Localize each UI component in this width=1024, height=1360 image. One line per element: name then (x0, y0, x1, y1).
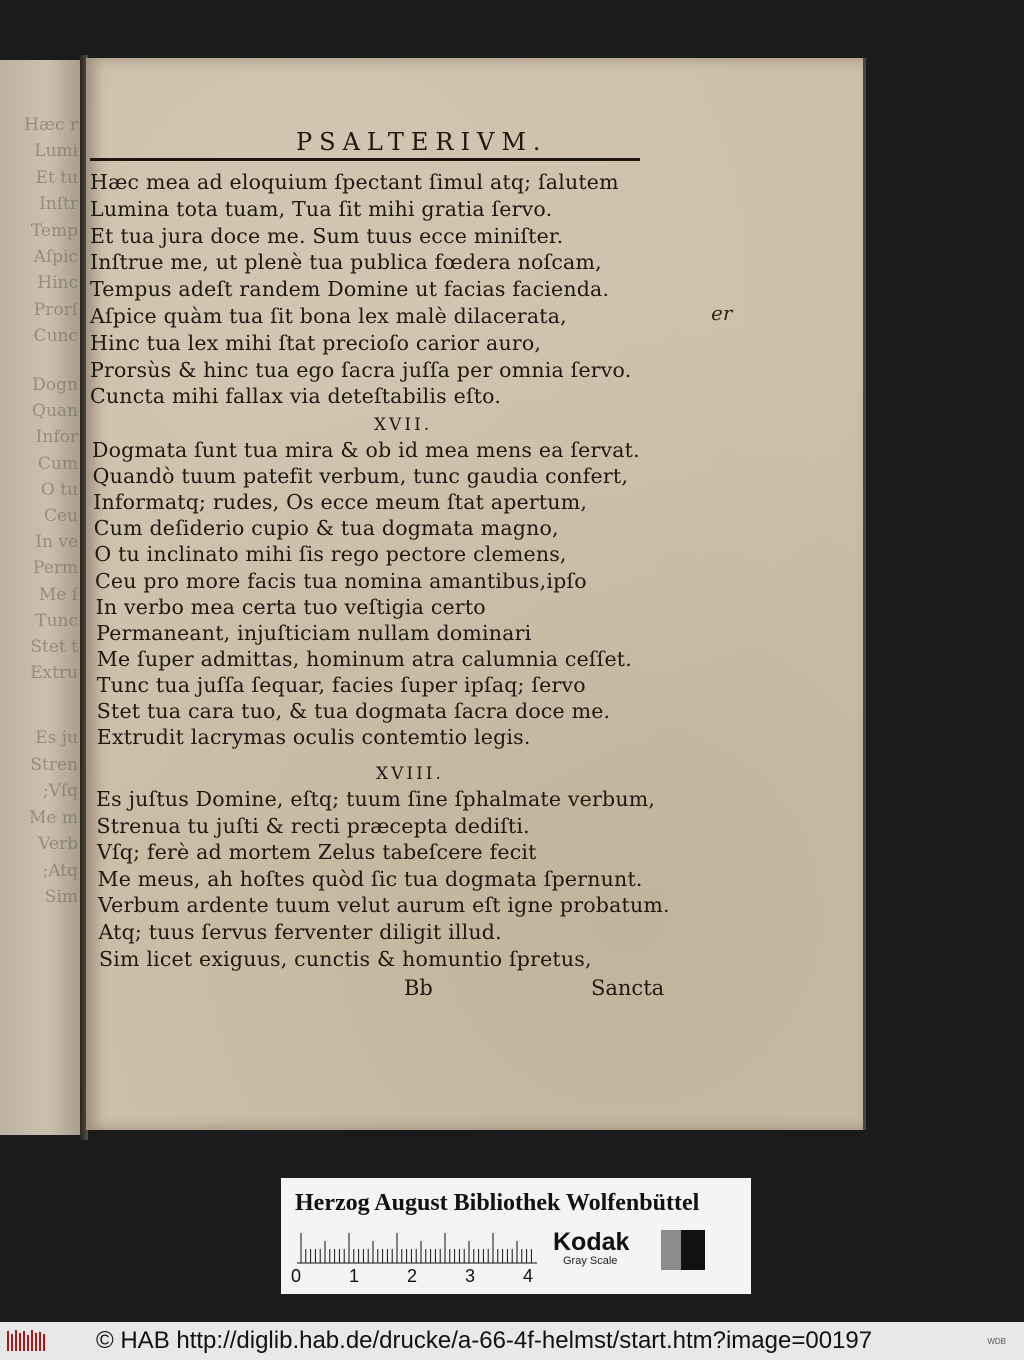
book-page (86, 58, 866, 1130)
ghost-text-line: Me m (29, 807, 78, 828)
ghost-text-line: Et tu (35, 167, 78, 188)
ruler-number: 1 (349, 1266, 360, 1286)
ghost-text-line: Inſtr (39, 194, 78, 215)
verse-line: Prorsùs & hinc tua ego ſacra juſſa per omnia ſervo. (90, 357, 632, 382)
section-number: XVIII. (376, 764, 444, 784)
ghost-text-line: Tunc (35, 610, 78, 631)
verse-line: Atq; tuus ſervus ferventer diligit illud. (98, 920, 502, 944)
ghost-text-line: Hæc r (24, 115, 78, 135)
verse-line: Strenua tu juſti & recti præcepta dediſti. (96, 813, 530, 838)
gray-scale-label: Gray Scale (563, 1255, 618, 1267)
ghost-text-line: Ceu (43, 506, 78, 526)
ghost-text-line: In ve (35, 532, 78, 553)
signature-mark: Bb (404, 976, 433, 1000)
gray-swatch (661, 1230, 681, 1270)
ghost-text-line: Atq; (42, 860, 78, 881)
ghost-text-line: O tu (40, 479, 78, 500)
verse-line: Inſtrue me, ut plenè tua publica fœdera noſcam, (90, 250, 602, 275)
left-page-edge (0, 60, 80, 1135)
verse-line: Permaneant, injuſticiam nullam dominari (96, 620, 532, 645)
ghost-text-line: Vſq; (42, 781, 78, 801)
ghost-text-line: Cunc (33, 326, 78, 347)
verse-line: In verbo mea certa tuo veſtigia certo (95, 594, 486, 619)
ghost-text-line: Me ſ (38, 584, 78, 605)
verse-line: Lumina tota tuam, Tua ſit mihi gratia ſervo. (90, 196, 553, 221)
verse-line: Extrudit lacrymas oculis contemtio legis. (96, 725, 531, 750)
ghost-text-line: Es ju (35, 728, 78, 748)
verse-line: Stet tua cara tuo, & tua dogmata ſacra doce me. (96, 699, 611, 723)
verse-line: Dogmata ſunt tua mira & ob id mea mens ea ſervat. (92, 438, 640, 462)
ghost-text-line: Perm (33, 558, 78, 579)
verse-line: Es juſtus Domine, eſtq; tuum ſine ſphalmate verbum, (96, 787, 656, 811)
verse-line: Cuncta mihi fallax via deteſtabilis eſto. (90, 384, 502, 409)
ghost-text-line: Infor (35, 427, 78, 448)
margin-note: er (711, 301, 733, 325)
ruler-number: 2 (407, 1266, 418, 1286)
ruler-scale (297, 1230, 537, 1264)
ghost-text-line: Quan (32, 401, 78, 422)
verse-line: Et tua jura doce me. Sum tuus ecce miniſter. (90, 223, 564, 248)
hab-logo-icon (6, 1328, 46, 1354)
verse-line: O tu inclinato mihi ſis rego pectore clemens, (94, 542, 567, 567)
ghost-text-line: Hinc (37, 273, 78, 294)
verse-line: Sim licet exiguus, cunctis & homuntio ſpretus, (99, 946, 592, 971)
verse-line: Aſpice quàm tua ſit bona lex malè dilacerata, (90, 304, 567, 328)
ghost-text-line: Prorſ (33, 299, 78, 320)
ghost-text-line: Dogn (32, 375, 78, 395)
ruler-number: 3 (465, 1266, 476, 1286)
ruler-number: 4 (523, 1266, 534, 1286)
ghost-text-line: Cum (37, 453, 78, 474)
ghost-text-line: Aſpic (33, 247, 78, 267)
verse-line: Vſq; ferè ad mortem Zelus tabeſcere fecit (97, 840, 537, 865)
verse-line: Tempus adeſt randem Domine ut facias facienda. (90, 277, 610, 302)
ghost-text-line: Temp (30, 220, 78, 241)
ghost-text-line: Verb (38, 834, 78, 854)
head-rule (90, 158, 640, 161)
verse-line: Hæc mea ad eloquium ſpectant ſimul atq; ſalutem (90, 170, 619, 194)
verse-line: Tunc tua juſſa ſequar, facies ſuper ipſaq; ſervo (96, 672, 586, 697)
verse-line: Me meus, ah hoſtes quòd ſic tua dogmata ſpernunt. (97, 866, 643, 891)
color-reference-card (281, 1178, 751, 1294)
verse-line: Quandò tuum patefit verbum, tunc gaudia confert, (92, 464, 629, 489)
ghost-text-line: Stet t (30, 637, 78, 657)
section-number: XVII. (374, 415, 433, 435)
verse-line: Ceu pro more facis tua nomina amantibus,ipſo (95, 568, 587, 593)
library-name: Herzog August Bibliothek Wolfenbüttel (295, 1190, 700, 1216)
ghost-text-line: Sim (44, 887, 78, 907)
verse-line: Verbum ardente tuum velut aurum eſt igne probatum. (98, 893, 670, 918)
ghost-text-line: Lumi (34, 141, 78, 162)
wdb-mark: WDB (987, 1337, 1006, 1346)
verse-line: Hinc tua lex mihi ſtat precioſo carior auro, (90, 330, 542, 355)
verse-line: Informatq; rudes, Os ecce meum ſtat apertum, (93, 490, 588, 515)
catchword: Sancta (591, 976, 665, 1000)
ruler-number: 0 (291, 1266, 302, 1286)
footer-bar (0, 1322, 1024, 1360)
kodak-logo: Kodak (553, 1228, 630, 1256)
verse-line: Cum deſiderio cupio & tua dogmata magno, (93, 516, 559, 541)
running-head: PSALTERIVM. (296, 128, 548, 156)
source-link[interactable]: © HAB http://diglib.hab.de/drucke/a-66-4f-helmst/start.htm?image=00197 (96, 1327, 873, 1354)
black-swatch (681, 1230, 705, 1270)
ghost-text-line: Extru (30, 663, 78, 684)
ghost-text-line: Stren (30, 754, 78, 775)
verse-line: Me ſuper admittas, hominum atra calumnia ceſſet. (96, 646, 632, 671)
